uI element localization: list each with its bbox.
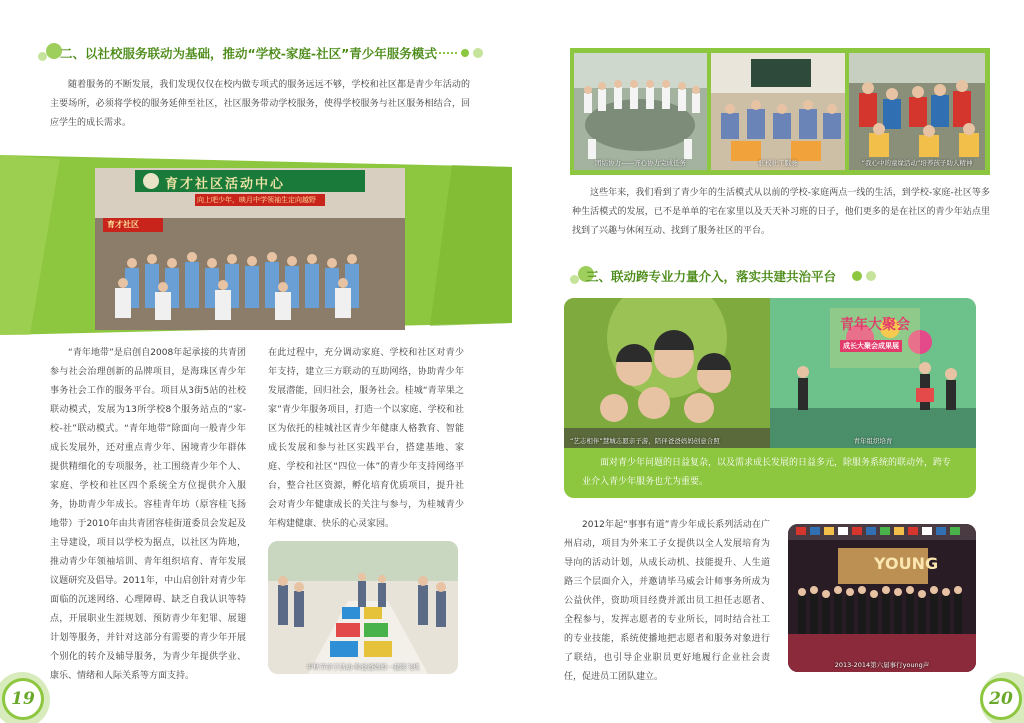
stage-photo bbox=[788, 524, 976, 672]
banner-red-sign-text: 育才社区 bbox=[107, 220, 139, 229]
intro-paragraph: 随着服务的不断发展，我们发现仅仅在校内做专项式的服务远远不够，学校和社区都是青少年活动的主要场所，必须将学校的服务延伸至社区，社区服务带动学校服务，使得学校服务与社区服务相结合，回应学生的成长需求。 bbox=[50, 80, 470, 128]
selfie-art bbox=[564, 298, 770, 448]
right-paragraph-two: 2012年起“事事有道”青少年成长系列活动在广州启动，项目为外来工子女提供以全人发展培育为导向的活动计划，从成长动机、技能提升、人生道路三个层面介入，并邀请毕马威会计师事务所成为公益伙伴，资助项目经费并派出员工担任志愿者、全程参与，发挥志愿者的专业所长，同时结合社工的专业技能，系统使播地把志愿者和服务对象进行了联结，也引导企业职员更好地履行企业社会责任，促进员工团队建立。 bbox=[564, 520, 770, 682]
stage-photo-caption: 2013-2014第六届事行young声 bbox=[834, 661, 930, 669]
section-two-heading-group bbox=[30, 38, 500, 68]
banner-photo-art bbox=[95, 168, 405, 330]
top-photo-children bbox=[849, 53, 985, 170]
green-box-text: 面对青少年问题的日益复杂，以及需求成长发展的日益多元，除服务系统的联动外，跨专业介入青少年服务也尤为重要。 bbox=[582, 458, 952, 487]
right-paragraph-one: 这些年来，我们看到了青少年的生活模式从以前的学校-家庭两点一线的生活，到学校-家庭-社区等多种生活模式的发展，已不是单单的宅在家里以及天天补习班的日子，他们更多的是在社区的青少年站点里找到了兴趣与休闲互动、找到了服务社区的平台。 bbox=[572, 188, 990, 236]
green-band bbox=[0, 155, 512, 335]
top-photo-3-caption: “我心中的童缘活动”培养孩子助人精神 bbox=[861, 159, 973, 167]
top-photo-circle-game bbox=[574, 53, 707, 170]
mid-photo-panel bbox=[564, 298, 976, 498]
poster-title-text: 青年大聚会 bbox=[840, 317, 910, 333]
mid-photo-selfie bbox=[564, 298, 770, 448]
banner-photo bbox=[95, 168, 405, 330]
hopscotch-photo-art bbox=[268, 541, 458, 674]
banner-sign-text: 育才社区活动中心 bbox=[165, 177, 286, 192]
stage-art bbox=[788, 524, 976, 672]
mid-photo-2-caption: 青年组织培育 bbox=[853, 437, 893, 445]
hopscotch-photo-caption: 中秋节亲子活动-和爸爸妈妈一起跳飞机 bbox=[306, 663, 420, 671]
section-three-heading: 三、联动跨专业力量介入，落实共建共治平台 bbox=[586, 269, 837, 284]
green-text-box bbox=[564, 448, 976, 498]
mid-photo-dance bbox=[770, 298, 976, 448]
heading3-dots-icon bbox=[852, 270, 912, 282]
page-number-left: 19 bbox=[2, 678, 44, 720]
circle-game-art bbox=[574, 53, 707, 170]
left-column-two: 在此过程中，充分调动家庭、学校和社区对青少年支持，建立三方联动的互助网络，协助青少年发展潜能，回归社会，服务社会。桂城“青苹果之家”青少年服务项目，打造一个以家庭、学校和社区为依托的桂城社区青少年健康人格教育、智能成长发展和参与社区实践平台，搭建基地、家庭、学校和社区“四位一体”的青少年支持网络平台，整合社区资源，孵化培育优质项目，提升社会对青少年健康成长的关注与参与，为桂城青少年构建健康、快乐的心灵家园。 bbox=[268, 348, 464, 529]
classroom-art bbox=[711, 53, 845, 170]
stage-sign-text: YOUNG bbox=[874, 554, 939, 573]
poster-subtitle-text: 成长大聚会成果展 bbox=[840, 340, 902, 352]
right-page bbox=[512, 0, 1024, 723]
hopscotch-photo bbox=[268, 541, 458, 674]
children-art bbox=[849, 53, 985, 170]
banner-slogan-text: 向上吧少年，映月中学领袖生定向越野 bbox=[197, 196, 316, 204]
top-photo-classroom bbox=[711, 53, 845, 170]
mid-photo-1-caption: “艺志相伴”慧城志愿亲子游，陪伴爸爸妈妈创意合照 bbox=[570, 437, 720, 445]
heading-dots-icon bbox=[435, 47, 495, 59]
top-photo-strip bbox=[570, 48, 990, 175]
heading3-bullet-small-icon bbox=[570, 275, 579, 284]
top-photo-1-caption: 团结协力——齐心协力完成任务 bbox=[595, 159, 686, 167]
section-two-heading: 二、以社校服务联动为基础，推动“学校-家庭-社区”青少年服务模式 bbox=[60, 46, 437, 61]
page-number-right: 20 bbox=[980, 678, 1022, 720]
section-three-heading-group bbox=[562, 262, 1002, 292]
left-column-one: “青年地带”是启创自2008年起承接的共青团参与社会治理创新的品牌项目，是海珠区青少年事务社会工作的服务平台。项目从3街5站的社校联动模式，发展为13所学校8个服务站点的“家-校-社”联动模式。“青年地带”除面向一般青少年成长发展外，还对重点青少年、困境青少年群体提供精细化的专项服务，社工围绕青少年个人、家庭、学校和社区四个系统全方位提供介入服务，协助青少年成长。容桂青年坊（原容桂飞扬地带）于2010年由共青团容桂街道委员会发起及主导建设，项目以学校为据点，以社区为阵地，推动青少年领袖培训、青年组织培育、青年发展议题研究及倡导。2011年，中山启创针对青少年面临的沉迷网络、心理障碍、缺乏自我认识等特点，开展职业生涯规划、预防青少年犯罪、展翅计划等服务，并针对这部分有需要的青少年开展个别化的转介及辅导服务，为青少年提供学业、康乐、情绪和人际关系等方面支持。 bbox=[50, 348, 246, 681]
top-photo-2-caption: 驻校社工服务 bbox=[758, 159, 798, 167]
heading-bullet-small-icon bbox=[38, 52, 47, 61]
